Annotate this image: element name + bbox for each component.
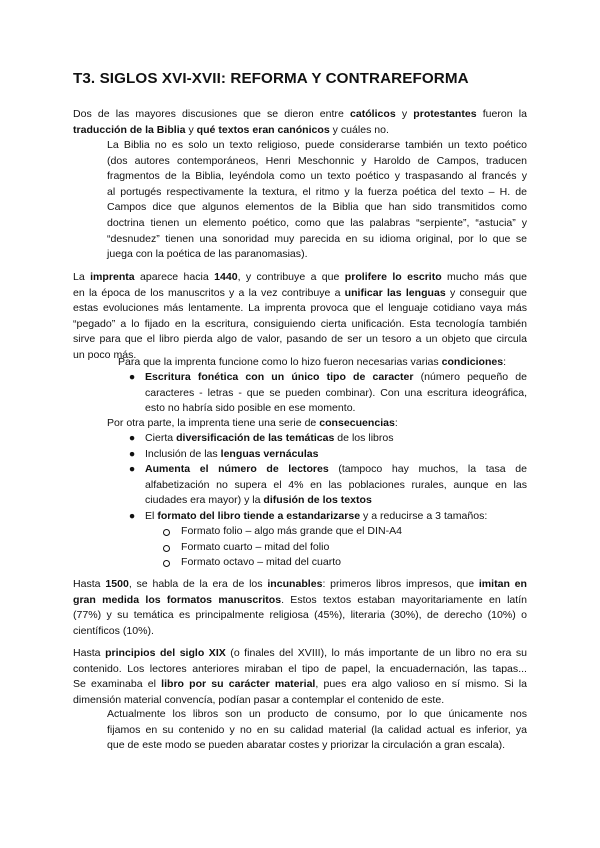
conditions-intro [118,355,527,371]
conditions-list [127,370,527,417]
text-line: Inclusión de las lenguas vernáculas [145,447,319,460]
text-line: científicos (10%). [73,624,154,637]
text-line: fijamos en su contenido y no en su calidad material (la calidad actual es inferior, ya [107,723,527,736]
circle-bullet-icon [163,529,170,536]
text-line: La imprenta aparece hacia 1440, y contribuye a que prolifere lo escrito mucho más que [73,271,527,283]
bullet-icon: ● [128,371,136,383]
list-item [127,447,527,463]
format-sizes-list [163,524,527,571]
text-line: Campos dice que algunos elementos de la Biblia que han sido transmitidos como [107,201,527,214]
bible-poetry-paragraph [107,138,527,263]
circle-bullet-icon [163,545,170,552]
text-line: Dos de las mayores discusiones que se dieron entre católicos y protestantes fueron la [73,108,527,120]
text-line: traducción de la Biblia y qué textos eran canónicos y cuáles no. [73,123,389,136]
circle-bullet-icon [163,560,170,567]
page-title: T3. SIGLOS XVI-XVII: REFORMA Y CONTRAREFORMA [73,70,469,87]
list-item [127,431,527,447]
bullet-icon: ● [128,463,136,476]
text-line: (77%) y su temática es principalmente religiosa (45%), literaria (30%), de derecho (10%) o [73,609,527,622]
text-line: ciudades era mayor) y la difusión de los textos [145,494,372,507]
list-item: Formato folio – algo más grande que el DIN-A4 [163,524,527,540]
text-line: Se examinaba el libro por su carácter material, pues era algo valioso en sí mismo. Si la [73,678,527,691]
text-line: al portugés respectivamente la textura, el ritmo y la fuerza poética del texto – H. de [107,185,527,198]
text-line: El formato del libro tiende a estandarizarse y a reducirse a 3 tamaños: [145,509,488,522]
text-line: esto no habría sido posible en ese momento. [145,402,356,415]
incunables-paragraph [73,577,527,639]
list-item [127,462,527,509]
text-line: juega con la poética de las paranomasias). [107,248,308,261]
text-line: (dos autores contemporáneos, Henri Meschonnic y Haroldo de Campos, traducen [107,154,527,167]
list-item: Formato cuarto – mitad del folio [163,540,527,556]
text-line: Hasta principios del siglo XIX (o finales del XVIII), lo más importante de un libro no era su [73,647,528,659]
bullet-icon: ● [128,509,136,522]
consequences-intro [107,416,527,432]
intro-paragraph [73,107,527,138]
list-item [127,370,527,417]
text-line: La Biblia no es solo un texto religioso, puede considerarse también un texto poético [107,139,527,151]
text-line: “desnudez” tienen una sonoridad muy parecida en su idioma original, por lo que se [107,232,527,245]
list-item: Formato octavo – mitad del cuarto [163,555,527,571]
consumer-product-paragraph [107,707,527,754]
text-line: en la época de los manuscritos y a la vez contribuye a unificar las lenguas y conseguir que [73,286,527,299]
bullet-icon: ● [128,432,136,444]
text-line: fragmentos de la Biblia, leyéndola como un texto poético y traspasando al francés y [107,170,527,183]
text-line: un poco más. [73,348,137,361]
text-line: doctrina tienen un elemento poético, como que las palabras “serpiente”, “astucia” y [107,216,527,229]
text-line: dimensión material convencía, podían pasar a contemplar el contenido de este. [73,693,445,706]
text-line: “pegado” a lo fijado en la escritura, consiguiendo cierta unificación. Esta tecnología también [73,317,527,330]
text-line: Cierta diversificación de las temáticas de los libros [145,432,394,444]
bullet-icon: ● [128,447,136,460]
text-line: contenido. Los lectores anteriores miraban el tipo de papel, la encuadernación, las tapas... [73,662,527,675]
text-line: sirve para que el libro pierda algo de valor, pasando de ser un tesoro a un objeto que circula [73,333,527,346]
text-line: Hasta 1500, se habla de la era de los incunables: primeros libros impresos, que imitan en [73,578,527,590]
text-line: estas evoluciones más lentamente. La imprenta provoca que el lenguaje cotidiano vaya más [73,302,527,315]
text-line: alfabetización no supera el 4% en las poblaciones rurales, aunque en las [145,478,527,491]
printing-press-paragraph [73,270,527,364]
text-line: que de este modo se pueden abaratar costes y priorizar la circulación a gran escala). [107,739,506,752]
text-line: Por otra parte, la imprenta tiene una serie de consecuencias: [107,417,398,429]
text-line: Aumenta el número de lectores (tampoco hay muchos, la tasa de [145,463,527,476]
material-book-paragraph [73,646,527,708]
text-line: caracteres - letras - que se pueden combinar). Con una escritura ideográfica, [145,386,527,399]
list-item [127,509,527,525]
text-line: Actualmente los libros son un producto de consumo, por lo que únicamente nos [107,708,527,720]
text-line: Escritura fonética con un único tipo de caracter (número pequeño de [145,371,527,383]
consequences-list [127,431,527,525]
text-line: gran medida los formatos manuscritos. Estos textos estaban mayoritariamente en latín [73,593,528,606]
text-line: Para que la imprenta funcione como lo hizo fueron necesarias varias condiciones: [118,356,507,368]
